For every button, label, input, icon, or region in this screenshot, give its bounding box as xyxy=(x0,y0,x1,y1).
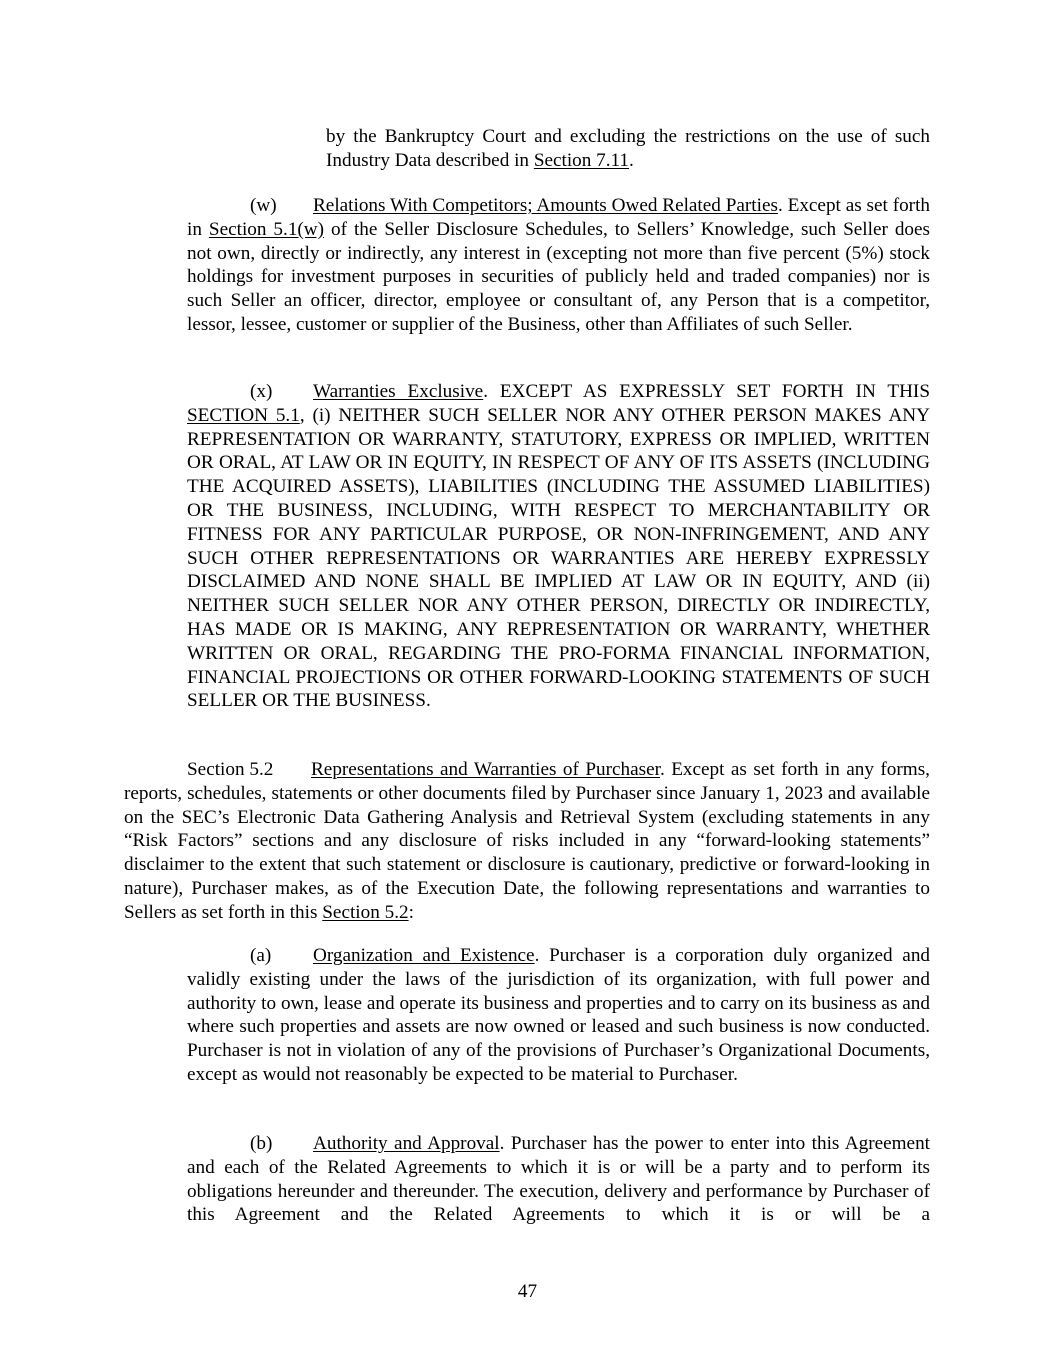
section-5-1-reference[interactable]: SECTION 5.1 xyxy=(187,404,300,426)
page-number: 47 xyxy=(517,1281,538,1302)
section-7-11-reference[interactable]: Section 7.11 xyxy=(533,149,630,171)
section-5-2-heading: Representations and Warranties of Purchaser xyxy=(311,759,660,780)
continuation-paragraph: by the Bankruptcy Court and excluding the restrictions on the use of such Industry Data described in Section 7.11. xyxy=(326,126,930,171)
paragraph-x: (x) Warranties Exclusive. EXCEPT AS EXPRESSLY SET FORTH IN THIS SECTION 5.1, (i) NEITHER SUCH SELLER NOR ANY OTHER PERSON MAKES ANY REPRESENTATION OR WARRANTY, STATUTORY, EXPRESS OR IMPLIED, WRITTEN OR ORAL, AT LAW OR IN EQUITY, IN RESPECT OF ANY OF ITS ASSETS (INCLUDING THE ACQUIRED ASSETS), LIABILITIES (INCLUDING THE ASSUMED LIABILITIES) OR THE BUSINESS, INCLUDING, WITH RESPECT TO MERCHANTABILITY OR FITNESS FOR ANY PARTICULAR PURPOSE, OR NON-INFRINGEMENT, AND ANY SUCH OTHER REPRESENTATIONS OR WARRANTIES ARE HEREBY EXPRESSLY DISCLAIMED AND NONE SHALL BE IMPLIED AT LAW OR IN EQUITY, AND (ii) NEITHER SUCH SELLER NOR ANY OTHER PERSON, DIRECTLY OR INDIRECTLY, HAS MADE OR IS MAKING, ANY REPRESENTATION OR WARRANTY, WHETHER WRITTEN OR ORAL, REGARDING THE PRO-FORMA FINANCIAL INFORMATION, FINANCIAL PROJECTIONS OR OTHER FORWARD-LOOKING STATEMENTS OF SUCH SELLER OR THE BUSINESS. xyxy=(187,381,931,712)
paragraph-a-heading: Organization and Existence xyxy=(313,945,535,966)
paragraph-w: (w) Relations With Competitors; Amounts Owed Related Parties. Except as set forth in Section 5.1(w) of the Seller Disclosure Schedules, to Sellers’ Knowledge, such Seller does not own, directly or indirectly, any interest in (excepting not more than five percent (5%) stock holdings for investment purposes in securities of publicly held and traded companies) nor is such Seller an officer, director, employee or consultant of, any Person that is a competitor, lessor, lessee, customer or supplier of the Business, other than Affiliates of such Seller. xyxy=(187,195,931,335)
continuation-text: by the Bankruptcy Court and excluding the restrictions on the use of such Industry Data described in xyxy=(326,126,930,171)
paragraph-x-label: (x) xyxy=(250,381,273,402)
paragraph-a-label: (a) xyxy=(250,945,272,966)
paragraph-w-heading: Relations With Competitors; Amounts Owed Related Parties xyxy=(313,195,778,216)
paragraph-w-label: (w) xyxy=(250,195,277,216)
section-5-2-reference[interactable]: Section 5.2 xyxy=(322,901,409,923)
section-5-2-paragraph: Section 5.2 Representations and Warranties of Purchaser. Except as set forth in any forms, reports, schedules, statements or other documents filed by Purchaser since January 1, 2023 and available on the SEC’s Electronic Data Gathering Analysis and Retrieval System (excluding statements in any “Risk Factors” sections and any disclosure of risks included in any “forward-looking statements” disclaimer to the extent that such statement or disclosure is cautionary, predictive or forward-looking in nature), Purchaser makes, as of the Execution Date, the following representations and warranties to Sellers as set forth in this Section 5.2: xyxy=(124,759,930,923)
paragraph-b: (b) Authority and Approval. Purchaser has the power to enter into this Agreement and each of the Related Agreements to which it is or will be a party and to perform its obligations hereunder and thereunder. The execution, delivery and performance by Purchaser of this Agreement and the Related Agreements to which it is or will be a xyxy=(187,1133,930,1226)
section-5-1w-reference[interactable]: Section 5.1(w) xyxy=(208,218,325,240)
paragraph-a: (a) Organization and Existence. Purchaser is a corporation duly organized and validly existing under the laws of the jurisdiction of its organization, with full power and authority to own, lease and operate its business and properties and to carry on its business as and where such properties and assets are now owned or leased and such business is now conducted. Purchaser is not in violation of any of the provisions of Purchaser’s Organizational Documents, except as would not reasonably be expected to be material to Purchaser. xyxy=(187,945,931,1085)
paragraph-b-label: (b) xyxy=(250,1133,273,1154)
paragraph-x-heading: Warranties Exclusive xyxy=(313,381,484,402)
paragraph-b-heading: Authority and Approval xyxy=(313,1133,500,1154)
section-5-2-label: Section 5.2 xyxy=(187,759,274,780)
